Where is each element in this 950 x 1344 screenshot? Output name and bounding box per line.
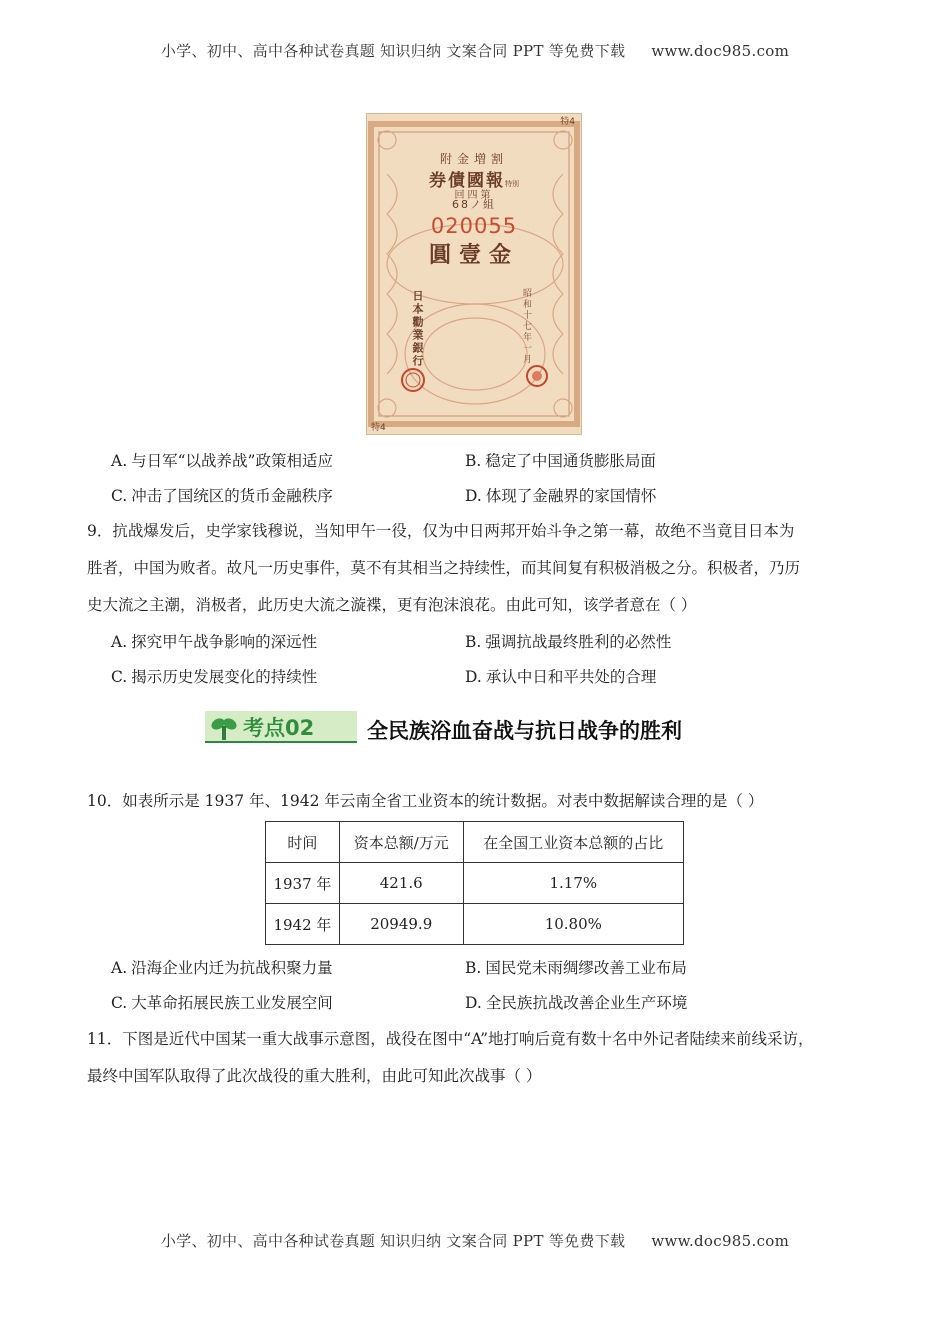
option-letter: A.: [111, 452, 128, 470]
section-title: 全民族浴血奋战与抗日战争的胜利: [367, 719, 682, 743]
q11-stem-line-1: 11．下图是近代中国某一重大战事示意图，战役在图中“A”地打响后竟有数十名中外记者陆续来前线采访，: [87, 1030, 814, 1048]
page-footer: [0, 1230, 950, 1251]
table-cell: 1.17%: [463, 863, 683, 904]
table-header-cell: 时间: [266, 822, 340, 863]
table-header-row: [266, 822, 684, 863]
bond-bank: 日本勸業銀行: [411, 290, 424, 368]
option-letter: B.: [465, 633, 482, 651]
option-letter: B.: [465, 959, 482, 977]
option-text: 揭示历史发展变化的持续性: [131, 668, 318, 686]
bond-tag-top: 特4: [560, 117, 575, 127]
q11-stem-line-2: 最终中国军队取得了此次战役的重大胜利，由此可知此次战事（ ）: [87, 1067, 542, 1085]
q10-option-b: [465, 958, 687, 978]
table-cell: 10.80%: [463, 904, 683, 945]
q8-option-a: [111, 451, 333, 471]
bond-tag-bottom: 特4: [371, 423, 386, 433]
option-letter: D.: [465, 994, 482, 1012]
bond-line-1: 附金増割: [439, 152, 508, 166]
table-header-cell: 在全国工业资本总额的占比: [463, 822, 683, 863]
table-cell: 1942 年: [266, 904, 340, 945]
q9-option-c: [111, 667, 317, 687]
bond-amount: 圓壹金: [428, 243, 519, 268]
bond-line-3: 回四第: [454, 190, 494, 201]
option-text: 稳定了中国通货膨胀局面: [485, 452, 656, 470]
q9-option-d: [465, 667, 656, 687]
q10-stem: 10．如表所示是 1937 年、1942 年云南全省工业资本的统计数据。对表中数据解读合理的是（ ）: [87, 792, 764, 810]
option-text: 体现了金融界的家国情怀: [485, 487, 657, 505]
q8-option-b: [465, 451, 656, 471]
section-badge: [205, 711, 357, 743]
bond-line-4: 68ノ組: [452, 198, 496, 211]
q9-option-a: [111, 632, 317, 652]
q10-option-d: [465, 993, 687, 1013]
footer-text: 小学、初中、高中各种试卷真题 知识归纳 文案合同 PPT 等免费下载: [160, 1232, 626, 1250]
section-badge-label: 考点02: [243, 716, 315, 740]
table-cell: 421.6: [339, 863, 463, 904]
q8-option-c: [111, 486, 333, 506]
option-text: 国民党未雨绸缪改善工业布局: [485, 959, 687, 977]
option-letter: D.: [465, 668, 482, 686]
option-letter: C.: [111, 487, 128, 505]
war-bond-image: [366, 113, 582, 435]
option-letter: A.: [111, 959, 128, 977]
table-cell: 1937 年: [266, 863, 340, 904]
table-header-cell: 资本总额/万元: [339, 822, 463, 863]
option-letter: A.: [111, 633, 128, 651]
table-row: [266, 863, 684, 904]
option-text: 冲击了国统区的货币金融秩序: [131, 487, 333, 505]
q9-stem-line-3: 史大流之主潮，消极者，此历史大流之漩褋，更有泡沫浪花。由此可知，该学者意在（ ）: [87, 596, 697, 614]
q9-option-b: [465, 632, 671, 652]
option-text: 强调抗战最终胜利的必然性: [485, 633, 672, 651]
option-text: 大革命拓展民族工业发展空间: [131, 994, 333, 1012]
bond-date: 昭和十七年一月: [521, 288, 531, 365]
q10-option-c: [111, 993, 333, 1013]
option-text: 探究甲午战争影响的深远性: [131, 633, 318, 651]
q10-data-table: [265, 821, 684, 945]
option-text: 与日军“以战养战”政策相适应: [131, 452, 333, 470]
option-letter: B.: [465, 452, 482, 470]
option-text: 沿海企业内迁为抗战积聚力量: [131, 959, 333, 977]
q8-option-d: [465, 486, 656, 506]
q9-stem-line-2: 胜者，中国为败者。故凡一历史事件，莫不有其相当之持续性，而其间复有积极消极之分。积极者，乃历: [87, 559, 801, 577]
page-header: [0, 40, 950, 61]
option-text: 全民族抗战改善企业生产环境: [485, 994, 688, 1012]
option-letter: C.: [111, 994, 128, 1012]
section-heading: [205, 709, 765, 747]
option-text: 承认中日和平共处的合理: [485, 668, 657, 686]
bond-serial: 020055: [430, 214, 518, 238]
header-site[interactable]: www.doc985.com: [651, 42, 790, 60]
bond-line-2-main: 券債國報: [429, 171, 505, 191]
leaf-icon: [209, 715, 239, 741]
option-letter: C.: [111, 668, 128, 686]
header-text: 小学、初中、高中各种试卷真题 知识归纳 文案合同 PPT 等免费下载: [160, 42, 626, 60]
footer-site[interactable]: www.doc985.com: [651, 1232, 790, 1250]
option-letter: D.: [465, 487, 482, 505]
bond-line-2-small: 特別: [505, 180, 519, 188]
table-cell: 20949.9: [339, 904, 463, 945]
q9-stem-line-1: 9．抗战爆发后，史学家钱穆说，当知甲午一役，仅为中日两邦开始斗争之第一幕，故绝不当竟目日本为: [87, 522, 795, 540]
q10-option-a: [111, 958, 333, 978]
table-row: [266, 904, 684, 945]
